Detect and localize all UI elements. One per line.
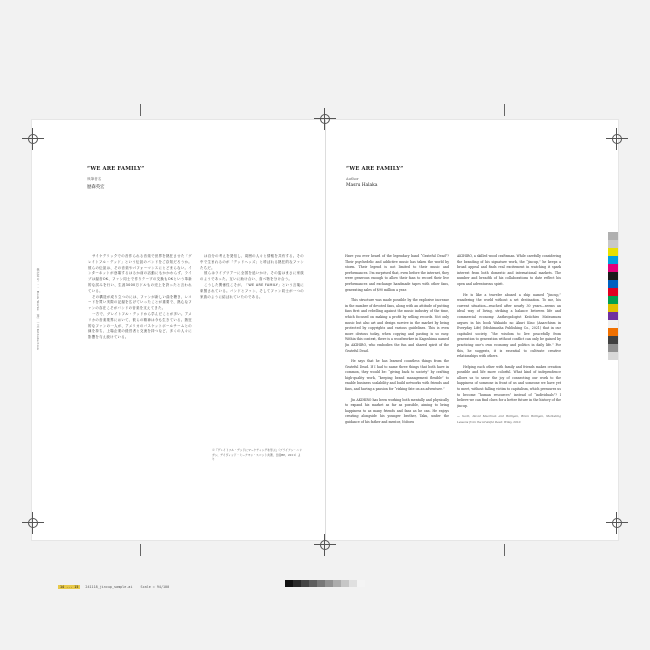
gray-step bbox=[317, 580, 325, 587]
color-swatch bbox=[608, 304, 618, 312]
gray-step bbox=[333, 580, 341, 587]
crop-mark-bottom-left bbox=[22, 512, 44, 534]
trim-tick bbox=[504, 544, 505, 556]
crop-mark-bottom-right bbox=[606, 512, 628, 534]
gray-step bbox=[293, 580, 301, 587]
crop-mark-top-left bbox=[22, 128, 44, 150]
gray-step bbox=[285, 580, 293, 587]
color-swatch bbox=[608, 288, 618, 296]
right-paragraph: He is like a traveler aboard a ship named “jincup,” wandering the world without a set destination. To me, his current situation—reached after nearly 30 years—seems an ideal way of living, striking a balance between life and commercial economy. Anthropologist Keiichiro Matsumura argues in his book Wakaido no Akuri Kino (Anarchism in Everyday Life) (Mishimasha Publishing Co., 2021) that in our capitalist society, “the wisdom to live peacefully from generation to generation without conflict can only be gained by practicing one's own economy and politics in daily life.” For this, he suggests, it is essential to cultivate creative relationships with others. bbox=[457, 292, 561, 359]
gray-step bbox=[325, 580, 333, 587]
gray-step bbox=[309, 580, 317, 587]
right-paragraph: This structure was made possible by the explosive increase in the number of devoted fans, along with an attitude of putting fans first and rebelling against the music industry of the time, which focused on making a profit by selling records. Not only music but also art and design survive in the market by being protected by copyrights and various guidelines. This is even more obvious today, when copying and pasting is so easy. Within this context, there is a woodworker in Kagoshima named Jin AKIHIRO, who embodies the fun and shared spirit of the Grateful Dead. bbox=[345, 298, 449, 353]
left-article-title: “WE ARE FAMILY” bbox=[87, 166, 145, 172]
gray-ramp bbox=[285, 580, 365, 587]
gray-step bbox=[357, 580, 365, 587]
gray-step bbox=[349, 580, 357, 587]
color-swatch bbox=[608, 272, 618, 280]
left-article-header bbox=[87, 166, 144, 190]
color-swatch bbox=[608, 232, 618, 240]
color-swatch bbox=[608, 256, 618, 264]
left-paragraph: 彼らはライブツアーに全国を追いかけ、その姿はまさに家族のようであった。互いに助け合い、食べ物を分け合う。 bbox=[200, 271, 304, 282]
right-author-name: Masru Halaka bbox=[346, 183, 378, 188]
color-bar bbox=[608, 232, 618, 360]
left-running-foot: （序）一章 Introduction bbox=[36, 312, 40, 351]
slug-page: 14 ... 15 bbox=[60, 585, 79, 589]
trim-tick bbox=[140, 544, 141, 556]
trim-tick bbox=[504, 104, 505, 116]
color-swatch bbox=[608, 240, 618, 248]
crop-mark-top-center bbox=[314, 108, 336, 130]
crop-mark-top-right bbox=[606, 128, 628, 150]
color-swatch bbox=[608, 248, 618, 256]
trim-tick bbox=[140, 104, 141, 116]
right-body-col-2 bbox=[457, 254, 561, 510]
color-swatch bbox=[608, 352, 618, 360]
color-swatch bbox=[608, 296, 618, 304]
left-running-head: 我が家の・・・ Book Works bbox=[36, 268, 40, 311]
gray-step bbox=[301, 580, 309, 587]
right-article-header bbox=[346, 166, 403, 188]
left-footnote: ※『グレイトフル・デッドにマーケティングを学ぶ』（ブライアン・ハリガン、デイヴィッド・ミーアマン・スコット共著、日経BP、2011）より bbox=[212, 448, 302, 462]
left-body-col-1 bbox=[88, 254, 192, 464]
left-author-role: 執筆者名 bbox=[87, 177, 102, 181]
right-paragraph: Jin AKIHIRO has been working both mentally and physically to expand his market as far as possible, aiming to bring happiness to as many friends and fans as he can. He enjoys creating alongside his younger brother, Taku, under the guidance of his father and mentor, Noboru bbox=[345, 397, 449, 425]
slug-file: 241118_jincup_sample.ai bbox=[85, 585, 133, 589]
color-swatch bbox=[608, 264, 618, 272]
right-article-title: “WE ARE FAMILY” bbox=[346, 166, 404, 172]
left-paragraph: は自分の考えを発信し、周囲の人々と情報を共有する。その中で生まれるのが「デッドヘッズ」と呼ばれる熱狂的なファンたちだ。 bbox=[200, 254, 304, 270]
right-paragraph: Helping each other with family and friends makes creation possible and life more colorful. What kind of independence allows us to savor the joy of connecting our work to the happiness of someone in front of us and someone we have yet to meet, without falling victim to capitalism, which pressures us to become “human resources” instead of “individuals”? I believe we can find clues for a better future in the history of the jincup. bbox=[457, 364, 561, 408]
right-body-col-1 bbox=[345, 254, 449, 510]
slug-scale: Scale = 94/100 bbox=[140, 585, 170, 589]
color-swatch bbox=[608, 336, 618, 344]
right-author-role: Author bbox=[346, 177, 359, 181]
left-paragraph: その構造が成り立つのには、ファンが新しい曲を聴き、レコードを買い実際の記録を広げていったことが重要で、熱心なファンの存在こそがバンドの音楽を支えてきた。 bbox=[88, 294, 192, 311]
color-swatch bbox=[608, 320, 618, 328]
left-paragraph: こうした関係性こそが、「WE ARE FAMILY」という言葉に象徴されている。バンドとファン、そしてファン同士が一つの家族のように結ばれていたのである。 bbox=[200, 282, 304, 299]
right-paragraph: AKIHIRO, a skilled wood craftsman. While carefully considering the branding of his signature work, the “jincup,” he keeps a broad appeal and finds real excitement in watching it spark interest from both domestic and international markets. The number and breadth of his collaborations to date reflect his open and adventurous spirit. bbox=[457, 254, 561, 286]
color-swatch bbox=[608, 328, 618, 336]
left-body-col-2 bbox=[200, 254, 304, 430]
crop-mark-bottom-center bbox=[314, 534, 336, 556]
right-source-citation: — Scott, David Meerman and Halligan, Brian Halligan, Marketing Lessons from the Grateful Dead. Wiley, 2010. bbox=[457, 414, 561, 425]
left-author-name: 歴森英宏 bbox=[87, 185, 105, 190]
color-swatch bbox=[608, 312, 618, 320]
right-paragraph: Have you ever heard of the legendary band “Grateful Dead”? Their psychedelic and addictive music has taken the world by storm. Their legend is not limited to their music and performances. I'm surprised that, even before the internet, they were generous enough to allow their fans to record their live performances and exchange handmade tapes with other fans, generating sales of $90 million a year. bbox=[345, 254, 449, 292]
gray-step bbox=[341, 580, 349, 587]
left-paragraph: 一方で、グレイトフル・デッドから学んだことが多い。アメリカの音楽業界において、彼らの精神は今も生きている。熱狂的なファンの一人が、アメリカのバスケットボールチームとの縁を持ち、上場企業の経営者と交流を持つなど、多くの人々に影響を与え続けている。 bbox=[88, 311, 192, 340]
color-swatch bbox=[608, 280, 618, 288]
slug-line bbox=[58, 585, 169, 589]
color-swatch bbox=[608, 344, 618, 352]
left-paragraph: サイケデリックでの音作られる音楽で世界を熱狂させた「グレイトフル・デッド」という伝説のバンドをご存知だろうか。彼らの伝説は、その音楽やパフォーマンスにとどまらない。インターネットが登場するはるか前の活動にもかかわらず、ライブは録音OK、ファン同士で作りテープの交換もOKという革新的な試みを行い、生涯3000万ドルもの売上を誇ったと言われている。 bbox=[88, 254, 192, 293]
right-paragraph: He says that he has learned countless things from the Grateful Dead. If I had to name three things that both have in common, they would be: “giving back to society” by crafting high-quality work, “keeping brand management flexible” to enable business scalability and build networks with friends and fans, and having a passion for “risking fate on an adventure.” bbox=[345, 359, 449, 392]
gutter bbox=[325, 120, 326, 540]
